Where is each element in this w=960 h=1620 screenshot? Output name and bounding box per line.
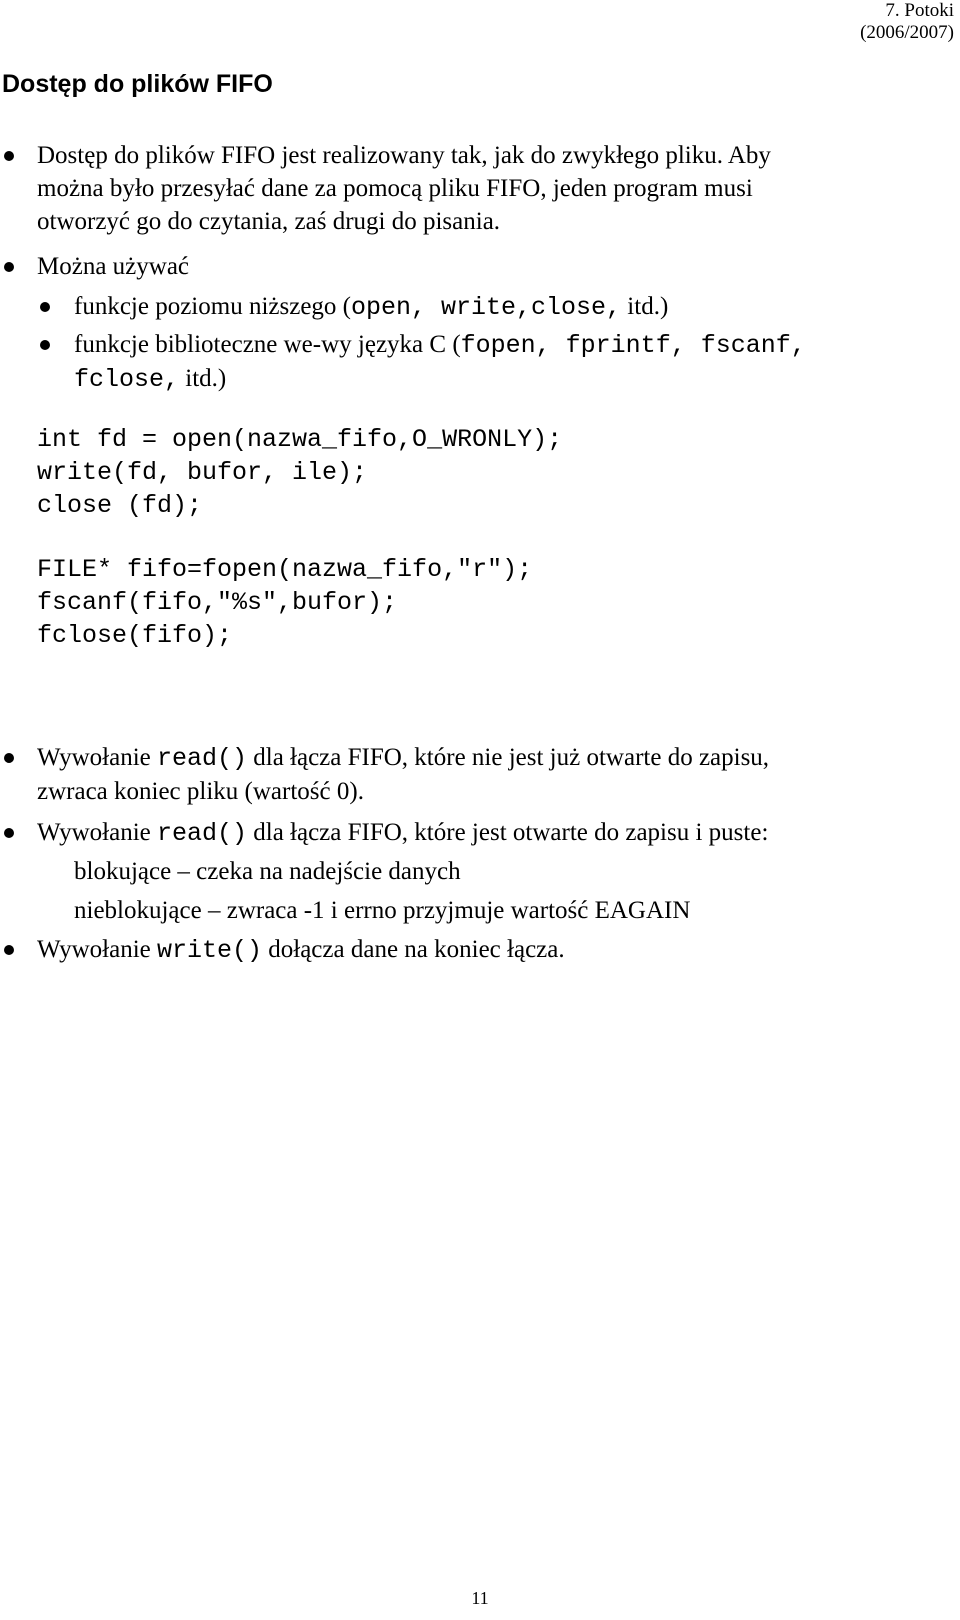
bullet-icon: [40, 340, 50, 350]
bullet-icon: [4, 753, 14, 763]
read-empty-code: read(): [156, 819, 247, 848]
read-closed-line-1: [37, 741, 769, 776]
bullet-icon: [4, 151, 14, 161]
read-empty-line-1: [37, 816, 768, 851]
intro-line-1: Dostęp do plików FIFO jest realizowany tak, jak do zwykłego pliku. Aby: [37, 142, 771, 169]
bullet-icon: [4, 828, 14, 838]
library-code-2: fclose,: [74, 365, 180, 394]
code-line: write(fd, bufor, ile);: [37, 458, 368, 487]
code-line: int fd = open(nazwa_fifo,O_WRONLY);: [37, 425, 563, 454]
usage-low-level: [74, 290, 668, 325]
section-title: Dostęp do plików FIFO: [2, 70, 273, 98]
write-suffix: dołącza dane na koniec łącza.: [262, 936, 565, 963]
usage-lead: Można używać: [37, 253, 190, 280]
code-line: fclose(fifo);: [37, 621, 233, 650]
read-closed-suffix: dla łącza FIFO, które nie jest już otwarte do zapisu,: [247, 744, 770, 771]
read-closed-code: read(): [156, 744, 247, 773]
library-prefix: funkcje biblioteczne we-wy języka C (: [74, 331, 461, 358]
write-prefix: Wywołanie: [37, 936, 157, 963]
code-line: FILE* fifo=fopen(nazwa_fifo,"r");: [37, 555, 533, 584]
low-level-prefix: funkcje poziomu niższego (: [74, 293, 351, 320]
intro-line-2: można było przesyłać dane za pomocą pliku FIFO, jeden program musi: [37, 175, 753, 202]
bullet-icon: [4, 945, 14, 955]
library-code-1: fopen, fprintf, fscanf,: [460, 331, 806, 360]
bullet-icon: [4, 262, 14, 272]
write-code: write(): [156, 936, 263, 965]
read-closed-line-2: zwraca koniec pliku (wartość 0).: [37, 778, 364, 805]
low-level-suffix: itd.): [621, 293, 669, 320]
intro-line-3: otworzyć go do czytania, zaś drugi do pisania.: [37, 208, 501, 235]
chapter-label: 7. Potoki: [885, 0, 954, 21]
code-line: close (fd);: [37, 491, 203, 520]
low-level-code: open, write,close,: [351, 293, 622, 322]
library-suffix: itd.): [179, 365, 227, 392]
academic-year: (2006/2007): [860, 22, 954, 43]
read-closed-prefix: Wywołanie: [37, 744, 157, 771]
write-note: [37, 933, 565, 968]
usage-library-line-1: [74, 328, 806, 363]
read-empty-nonblocking: nieblokujące – zwraca -1 i errno przyjmuje wartość EAGAIN: [74, 897, 691, 924]
usage-library-line-2: [74, 362, 226, 397]
read-empty-prefix: Wywołanie: [37, 819, 157, 846]
page-number: 11: [471, 1588, 489, 1608]
bullet-icon: [40, 302, 50, 312]
code-line: fscanf(fifo,"%s",bufor);: [37, 588, 398, 617]
read-empty-blocking: blokujące – czeka na nadejście danych: [74, 858, 461, 885]
read-empty-suffix: dla łącza FIFO, które jest otwarte do zapisu i puste:: [247, 819, 769, 846]
